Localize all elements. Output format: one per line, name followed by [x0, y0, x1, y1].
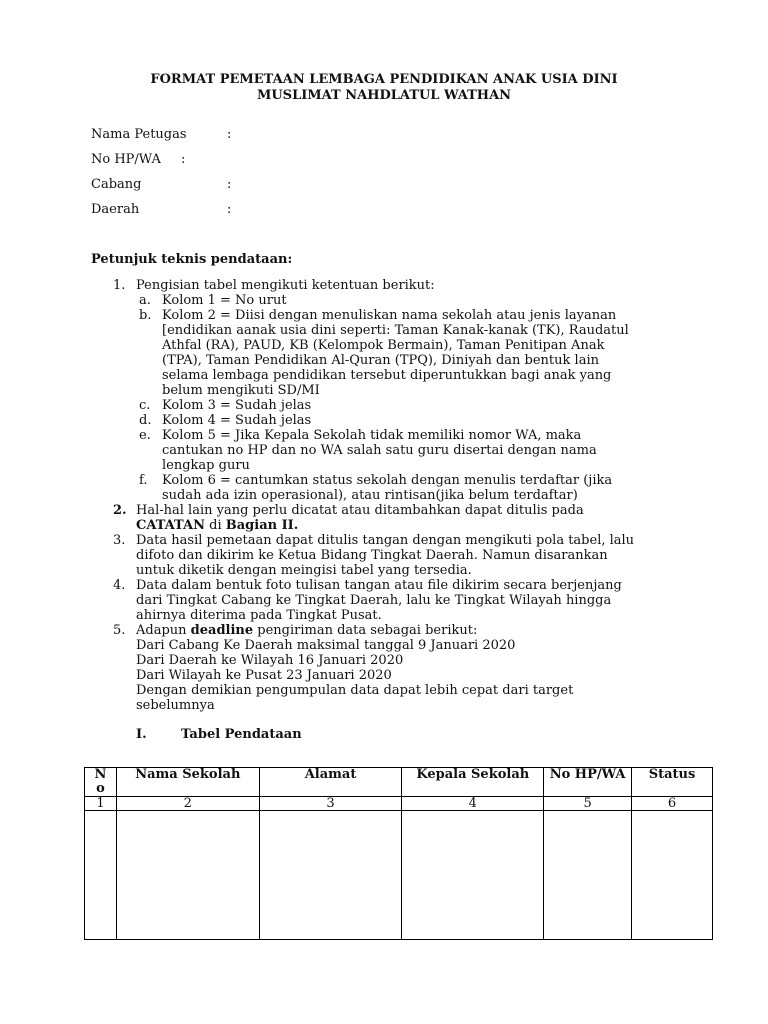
item-5-line: Dengan demikian pengumpulan data dapat lebih cepat dari target: [136, 683, 574, 698]
sub-f-line: sudah ada izin operasional), atau rintisan(jika belum terdaftar): [162, 488, 578, 503]
sub-c-text: Kolom 3 = Sudah jelas: [162, 398, 312, 413]
column-number: 6: [632, 797, 713, 811]
sub-b-marker: b.: [139, 308, 152, 323]
sub-e-line: cantukan no HP dan no WA salah satu guru disertai dengan nama: [162, 443, 597, 458]
header-nama-sekolah: Nama Sekolah: [116, 768, 259, 797]
header-status: Status: [632, 768, 713, 797]
table-cell[interactable]: [402, 811, 544, 940]
item-4-line: Data dalam bentuk foto tulisan tangan atau file dikirim secara berjenjang: [136, 578, 622, 593]
table-row: [85, 811, 713, 940]
column-number: 2: [116, 797, 259, 811]
sub-b-line: (TPA), Taman Pendidikan Al-Quran (TPQ), Diniyah dan bentuk lain: [162, 353, 599, 368]
sub-f-marker: f.: [139, 473, 148, 488]
sub-b-line: selama lembaga pendidikan tersebut diperuntukkan bagi anak yang: [162, 368, 612, 383]
item-2-mid: di: [205, 518, 226, 533]
table-cell[interactable]: [544, 811, 632, 940]
sub-b-line: Kolom 2 = Diisi dengan menuliskan nama sekolah atau jenis layanan: [162, 308, 617, 323]
item-5-post: pengiriman data sebagai berikut:: [253, 623, 478, 638]
item-3-number: 3.: [113, 533, 126, 548]
field-nama-petugas-colon: :: [227, 127, 232, 142]
data-table: [84, 767, 713, 940]
item-1-number: 1.: [113, 278, 126, 293]
item-3-line: difoto dan dikirim ke Ketua Bidang Tingkat Daerah. Namun disarankan: [136, 548, 608, 563]
document-title-line-2: MUSLIMAT NAHDLATUL WATHAN: [256, 88, 512, 103]
sub-b-line: belum mengikuti SD/MI: [162, 383, 320, 398]
header-no: N o: [85, 768, 117, 797]
sub-d-text: Kolom 4 = Sudah jelas: [162, 413, 312, 428]
item-5-line-1: [136, 623, 477, 638]
sub-e-marker: e.: [139, 428, 151, 443]
column-number: 1: [85, 797, 117, 811]
table-number-row: [85, 797, 713, 811]
item-4-number: 4.: [113, 578, 126, 593]
header-kepala-sekolah: Kepala Sekolah: [402, 768, 544, 797]
item-5-line: Dari Wilayah ke Pusat 23 Januari 2020: [136, 668, 392, 683]
column-number: 5: [544, 797, 632, 811]
document-title-line-1: FORMAT PEMETAAN LEMBAGA PENDIDIKAN ANAK USIA DINI: [150, 72, 618, 87]
item-1-text: Pengisian tabel mengikuti ketentuan berikut:: [136, 278, 435, 293]
item-5-line: Dari Daerah ke Wilayah 16 Januari 2020: [136, 653, 404, 668]
column-number: 4: [402, 797, 544, 811]
field-no-hp-colon: :: [181, 152, 186, 167]
item-4-line: ahirnya diterima pada Tingkat Pusat.: [136, 608, 382, 623]
table-cell[interactable]: [259, 811, 402, 940]
table-cell[interactable]: [85, 811, 117, 940]
item-5-line: sebelumnya: [136, 698, 215, 713]
section-number: I.: [136, 727, 147, 742]
item-3-line: untuk diketik dengan meingisi tabel yang tersedia.: [136, 563, 472, 578]
catatan-bold: CATATAN: [136, 518, 205, 533]
field-cabang-colon: :: [227, 177, 232, 192]
field-daerah-colon: :: [227, 202, 232, 217]
table-cell[interactable]: [632, 811, 713, 940]
item-2-number: 2.: [113, 503, 127, 518]
sub-b-line: Athfal (RA), PAUD, KB (Kelompok Bermain), Taman Penitipan Anak: [162, 338, 605, 353]
column-number: 3: [259, 797, 402, 811]
table-header-row: [85, 768, 713, 797]
bagian-ii-bold: Bagian II.: [225, 518, 299, 533]
table-cell[interactable]: [116, 811, 259, 940]
sub-e-line: Kolom 5 = Jika Kepala Sekolah tidak memiliki nomor WA, maka: [162, 428, 582, 443]
section-title: Tabel Pendataan: [181, 727, 302, 742]
sub-c-marker: c.: [139, 398, 151, 413]
field-no-hp-label: No HP/WA: [91, 152, 161, 167]
item-4-line: dari Tingkat Cabang ke Tingkat Daerah, lalu ke Tingkat Wilayah hingga: [136, 593, 612, 608]
sub-e-line: lengkap guru: [162, 458, 250, 473]
item-5-line: Dari Cabang Ke Daerah maksimal tanggal 9 Januari 2020: [136, 638, 516, 653]
petunjuk-heading: Petunjuk teknis pendataan:: [91, 252, 293, 267]
item-5-number: 5.: [113, 623, 126, 638]
item-2-line-1: Hal-hal lain yang perlu dicatat atau ditambahkan dapat ditulis pada: [136, 503, 584, 518]
sub-f-line: Kolom 6 = cantumkan status sekolah dengan menulis terdaftar (jika: [162, 473, 613, 488]
sub-a-text: Kolom 1 = No urut: [162, 293, 287, 308]
header-no-hp-wa: No HP/WA: [544, 768, 632, 797]
deadline-bold: deadline: [190, 623, 254, 638]
field-cabang-label: Cabang: [91, 177, 142, 192]
item-3-line: Data hasil pemetaan dapat ditulis tangan dengan mengikuti pola tabel, lalu: [136, 533, 635, 548]
header-alamat: Alamat: [259, 768, 402, 797]
sub-a-marker: a.: [139, 293, 151, 308]
field-nama-petugas-label: Nama Petugas: [91, 127, 187, 142]
sub-b-line: [endidikan aanak usia dini seperti: Taman Kanak-kanak (TK), Raudatul: [162, 323, 629, 338]
field-daerah-label: Daerah: [91, 202, 140, 217]
item-2-line-2: [136, 518, 298, 533]
sub-d-marker: d.: [139, 413, 152, 428]
item-5-pre: Adapun: [136, 623, 191, 638]
